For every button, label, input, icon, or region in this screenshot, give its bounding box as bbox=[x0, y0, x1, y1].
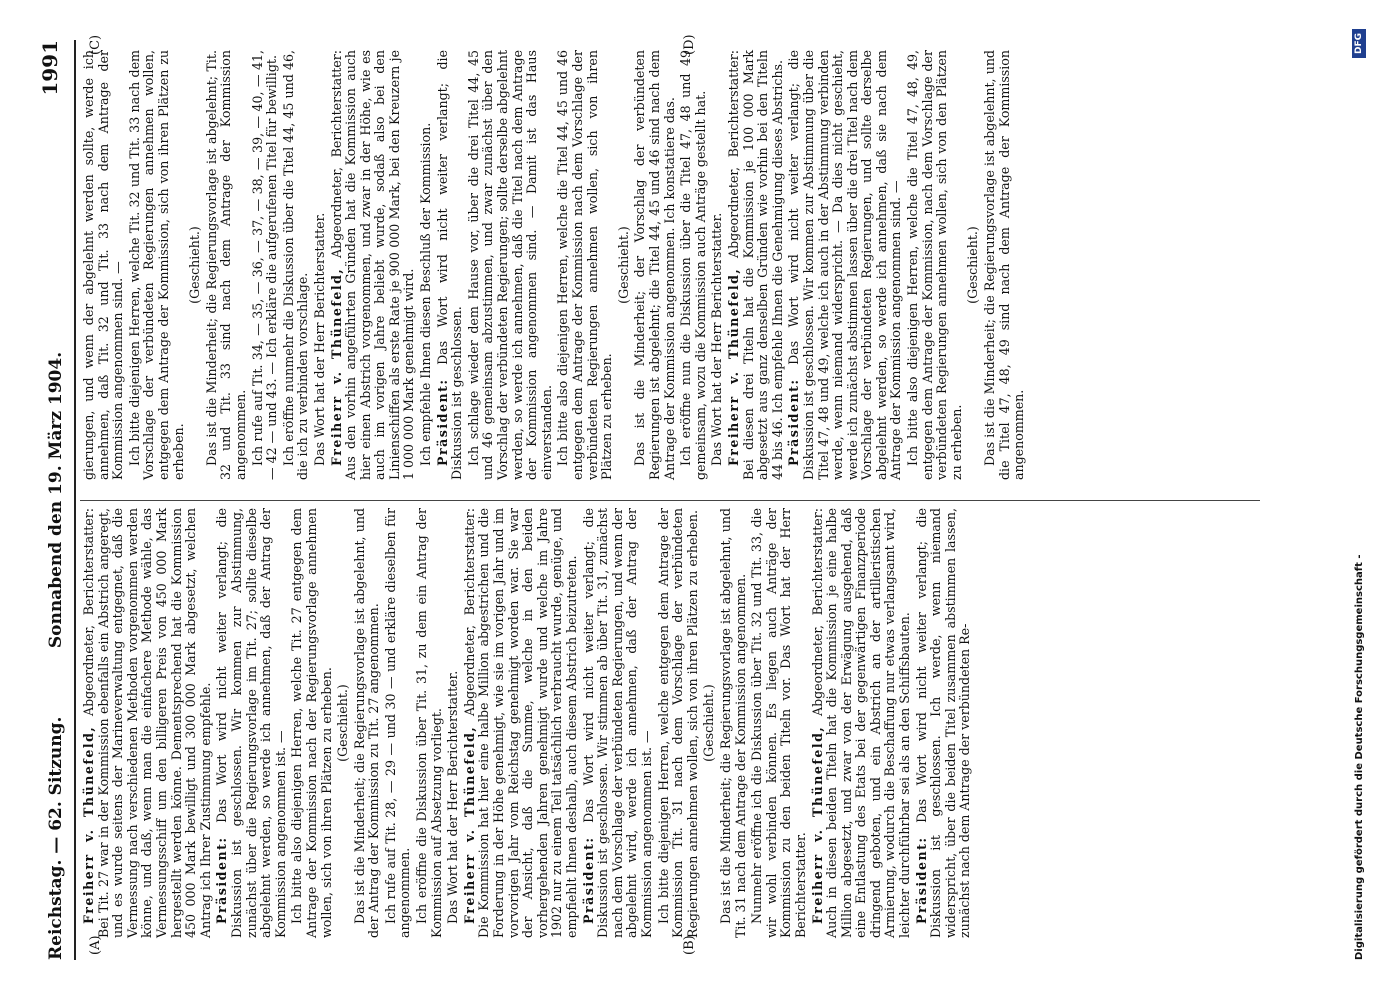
paragraph bbox=[463, 508, 580, 938]
paragraph bbox=[353, 508, 382, 938]
speaker-name: Präsident: bbox=[580, 836, 596, 924]
speaker-name: Freiherr v. Thünefeld, bbox=[809, 725, 825, 924]
margin-marker-d: (D) bbox=[682, 34, 697, 55]
speaker-name: Präsident: bbox=[214, 836, 230, 924]
speaker-name: Freiherr v. Thünefeld, bbox=[461, 725, 477, 924]
footer-text: Digitalisierung gefördert durch die Deutsche Forschungsgemeinschaft - bbox=[1354, 554, 1365, 960]
paragraph bbox=[82, 508, 213, 938]
paragraph bbox=[719, 508, 748, 938]
paragraph-text: Das Wort wird nicht weiter verlangt; die Diskussion ist geschlossen. Ich werde, wenn niemand widerspricht, über die beiden Titel zusammen abstimmen lassen, zunächst nach dem Antrage der verbündeten Re- bbox=[913, 508, 973, 938]
paragraph bbox=[679, 50, 708, 480]
paragraph-text: Abgeordneter, Berichterstatter: Auch in diesen beiden Titeln hat die Kommission je eine halbe Million abgesetzt, und zwar von der Erwägung ausgehend, daß eine Entlastung des Etats bei der gegenwärtigen Finanzperiode dringend geboten, und ein Abstrich an der artilleristischen Armierung, wodurch die Beschaffung nur etwas verlangsamt wird, leichter durchführbar sei als an den Schiffsbauten. bbox=[809, 508, 913, 938]
paragraph bbox=[811, 508, 913, 938]
paragraph bbox=[419, 50, 434, 480]
paragraph bbox=[556, 50, 614, 480]
paragraph: (Geschieht.) bbox=[335, 684, 351, 762]
paragraph-text: Das Wort wird nicht weiter verlangt; die Diskussion ist geschlossen. Wir stimmen ab über Tit. 31, zunächst nach dem Vorschlage der verbündeten Regierungen, und wenn der abgelehnt wird, werde ich annehmen, daß der Antrag der Kommission angenommen ist. — bbox=[580, 508, 654, 938]
paragraph bbox=[82, 50, 126, 480]
right-column bbox=[82, 50, 1029, 480]
paragraph-text: Das ist die Minderheit; die Regierungsvorlage ist abgelehnt; Tit. 32 und Tit. 33 sind nach dem Antrage der Kommission angenommen. bbox=[203, 50, 248, 480]
page-header bbox=[38, 40, 72, 960]
paragraph-text: Abgeordneter, Berichterstatter: Bei diesen drei Titeln hat die Kommission je 100 000 Mark abgesetzt aus ganz denselben Gründen wie vorhin bei den Titeln 44 bis 46. Ich empfehle Ihnen die Genehmigung dieses Abstrichs. bbox=[725, 50, 785, 480]
left-column bbox=[82, 508, 975, 938]
paragraph-text: Das Wort wird nicht weiter verlangt; die Diskussion ist geschlossen. bbox=[434, 50, 465, 480]
paragraph-text: Ich bitte diejenigen Herren, welche entgegen dem Antrage der Kommission Tit. 31 nach dem Vorschlage der verbündeten Regierungen annehmen wollen, sich von ihren Plätzen zu erheben. bbox=[655, 508, 700, 938]
paragraph: (Geschieht.) bbox=[187, 226, 203, 304]
paragraph bbox=[657, 508, 701, 938]
paragraph: (Geschieht.) bbox=[615, 226, 631, 304]
paragraph-text: Das Wort hat der Herr Berichterstatter. bbox=[311, 212, 327, 466]
paragraph bbox=[727, 50, 785, 480]
paragraph bbox=[983, 50, 1027, 480]
paragraph-text: Ich bitte also diejenigen Herren, welche Tit. 27 entgegen dem Antrage der Kommission nach der Regierungsvorlage annehmen wollen, sich von ihren Plätzen zu erheben. bbox=[289, 508, 334, 938]
paragraph bbox=[467, 50, 555, 480]
paragraph-text: Das ist die Minderheit; die Regierungsvorlage ist abgelehnt, und Tit. 31 nach dem Antrage der Kommission angenommen. bbox=[717, 508, 748, 938]
paragraph-text: Das ist die Minderheit; der Vorschlag der verbündeten Regierungen ist abgelehnt; die Titel 44, 45 und 46 sind nach dem Antrage der Kommission angenommen. Ich konstatiere das. bbox=[632, 50, 677, 480]
speaker-name: Präsident: bbox=[913, 836, 929, 924]
paragraph-text: Ich bitte diejenigen Herren, welche Tit. 32 und Tit. 33 nach dem Vorschlage der verbündeten Regierungen annehmen wollen, entgegen dem Antrage der Kommission, sich von ihren Plätzen zu erheben. bbox=[126, 50, 186, 480]
paragraph-text: Das Wort hat der Herr Berichterstatter. bbox=[709, 212, 725, 466]
paragraph bbox=[384, 508, 413, 938]
paragraph bbox=[215, 508, 288, 938]
paragraph bbox=[787, 50, 904, 480]
paragraph bbox=[915, 508, 973, 938]
paragraph: (Geschieht.) bbox=[965, 226, 981, 304]
paragraph bbox=[251, 50, 280, 480]
paragraph bbox=[582, 508, 655, 938]
speaker-name: Präsident: bbox=[786, 378, 802, 466]
paragraph-text: Ich bitte also diejenigen Herren, welche die Titel 47, 48, 49, entgegen dem Antrage der Kommission, nach dem Vorschlage der verbündeten Regierungen annehmen wollen, sich von den Plätzen zu erheben. bbox=[905, 50, 964, 480]
paragraph bbox=[313, 50, 328, 480]
paragraph bbox=[750, 508, 808, 938]
paragraph-text: Das Wort hat der Herr Berichterstatter. bbox=[445, 670, 461, 924]
speaker-name: Freiherr v. Thünefeld, bbox=[81, 725, 96, 924]
dfg-logo: DFG bbox=[1352, 29, 1366, 58]
paragraph-text: Ich rufe auf Tit. 28, — 29 — und 30 — und erkläre dieselben für angenommen. bbox=[382, 508, 413, 938]
paragraph bbox=[128, 50, 186, 480]
speaker-name: Freiherr v. Thünefeld, bbox=[725, 267, 741, 466]
column-divider bbox=[80, 500, 1260, 501]
session-date: Sonnabend den 19. März 1904. bbox=[46, 351, 66, 649]
margin-marker-b: (B) bbox=[682, 935, 697, 955]
paragraph bbox=[415, 508, 444, 938]
margin-marker-c: (C) bbox=[88, 34, 103, 55]
paragraph-text: Ich empfehle Ihnen diesen Beschluß der Kommission. bbox=[418, 122, 434, 466]
paragraph bbox=[330, 50, 418, 480]
paragraph-text: Ich rufe auf Tit. 34, — 35, — 36, — 37, — 38, — 39, — 40, — 41, — 42 — und 43. — Ich erkläre die aufgerufenen Titel für bewilligt. bbox=[249, 50, 280, 480]
paragraph bbox=[633, 50, 677, 480]
session-title: Reichstag. — 62. Sitzung. bbox=[46, 716, 66, 960]
speaker-name: Freiherr v. Thünefeld, bbox=[328, 267, 344, 466]
paragraph-text: Das ist die Minderheit; die Regierungsvorlage ist abgelehnt, und der Antrag der Kommission zu Tit. 27 angenommen. bbox=[351, 508, 382, 938]
paragraph bbox=[906, 50, 964, 480]
paragraph-text: Ich eröffne die Diskussion über Tit. 31, zu dem ein Antrag der Kommission auf Absetzung vorliegt. bbox=[414, 508, 444, 938]
paragraph-text: gierungen, und wenn der abgelehnt werden sollte, werde ich annehmen, daß Tit. 32 und Tit. 33 nach dem Antrage der Kommission angenommen sind. — bbox=[81, 50, 126, 480]
paragraph bbox=[290, 508, 334, 938]
page-number: 1991 bbox=[38, 40, 62, 96]
paragraph-text: Abgeordneter, Berichterstatter: Die Kommission hat hier eine halbe Million abgestrichen und die Forderung in der Höhe genehmigt, wie sie im vorigen Jahr und im vorvorigen Jahr vom Reichstag genehmigt worden war. Sie war der Ansicht, daß die Summe, welche in den beiden vorhergehenden Jahren genehmigt wurde und welche im Jahre 1902 nur zu einem Teil tatsächlich verbraucht wurde, genüge, und empfiehlt Ihnen deshalb, auch diesem Abstrich beizutreten. bbox=[461, 508, 579, 938]
paragraph-text: Abgeordneter, Berichterstatter: Bei Tit. 27 war in der Kommission ebenfalls ein Abstrich angeregt, und es wurde seitens der Marineverwaltung entgegnet, daß die Vermessung nach verschiedenen Methoden vorgenommen werden könne, und daß, wenn man die einfachere Methode wähle, das Vermessungsschiff um den billigeren Preis von 450 000 Mark hergestellt werden könne. Dementsprechend hat die Kommission 450 000 Mark bewilligt und 300 000 Mark abgesetzt, welchen Antrag ich Ihrer Zustimmung empfehle. bbox=[81, 508, 213, 938]
paragraph-text: Nunmehr eröffne ich die Diskussion über Tit. 32 und Tit. 33, die wir wohl verbinden können. Es liegen auch Anträge der Kommission zu den beiden Titeln vor. Das Wort hat der Herr Berichterstatter. bbox=[749, 508, 808, 938]
paragraph-text: Das Wort wird nicht weiter verlangt; die Diskussion ist geschlossen. Wir kommen zur Abstimmung über die Titel 47, 48 und 49, welche ich auch in der Abstimmung verbinden werde, wenn niemand widerspricht. — Da dies nicht geschieht, werde ich zunächst abstimmen lassen über die drei Titel nach dem Vorschlage der verbündeten Regierungen, und sollte derselbe abgelehnt werden, so werde ich annehmen, daß sie nach dem Antrage der Kommission angenommen sind. — bbox=[786, 50, 904, 480]
footer bbox=[1352, 0, 1378, 1000]
paragraph bbox=[446, 508, 461, 938]
paragraph-text: Das Wort wird nicht weiter verlangt; die Diskussion ist geschlossen. Wir kommen zur Abstimmung, zunächst über die Regierungsvorlage im Tit. 27; sollte dieselbe abgelehnt werden, so werde ich annehmen, daß der Antrag der Kommission angenommen ist. — bbox=[214, 508, 288, 938]
paragraph bbox=[282, 50, 311, 480]
paragraph-text: Ich schlage wieder dem Hause vor, über die drei Titel 44, 45 und 46 gemeinsam abzustimmen, und zwar zunächst über den Vorschlag der verbündeten Regierungen; sollte derselbe abgelehnt werden, so werde ich annehmen, daß die Titel nach dem Antrage der Kommission angenommen sind. — Damit ist das Haus einverstanden. bbox=[465, 50, 554, 480]
paragraph-text: Das ist die Minderheit; die Regierungsvorlage ist abgelehnt, und die Titel 47, 48, 49 sind nach dem Antrage der Kommission angenommen. bbox=[982, 50, 1027, 480]
paragraph-text: Ich bitte also diejenigen Herren, welche die Titel 44, 45 und 46 entgegen dem Antrage der Kommission nach dem Vorschlage der verbündeten Regierungen annehmen wollen, sich von ihren Plätzen zu erheben. bbox=[555, 50, 615, 480]
header-rule bbox=[74, 40, 76, 960]
paragraph bbox=[710, 50, 725, 480]
paragraph bbox=[436, 50, 465, 480]
paragraph: (Geschieht.) bbox=[701, 684, 717, 762]
paragraph-text: Ich eröffne nunmehr die Diskussion über die Titel 44, 45 und 46, die ich zu verbinden vorschlage. bbox=[280, 50, 311, 480]
margin-marker-a: (A) bbox=[88, 935, 103, 955]
paragraph-text: Abgeordneter, Berichterstatter: Aus den vorhin angeführten Gründen hat die Kommission auch hier einen Abstrich vorgenommen, und zwar in der Höhe, wie es auch im vorigen Jahre beliebt wurde, sodaß also bei den Linienschiffen als erste Rate je 900 000 Mark, bei den Kreuzern je 1 000 000 Mark genehmigt wird. bbox=[328, 50, 417, 480]
paragraph bbox=[205, 50, 249, 480]
speaker-name: Präsident: bbox=[434, 378, 450, 466]
paragraph-text: Ich eröffne nun die Diskussion über die Titel 47, 48 und 49 gemeinsam, wozu die Kommission auch Anträge gestellt hat. bbox=[678, 50, 708, 480]
